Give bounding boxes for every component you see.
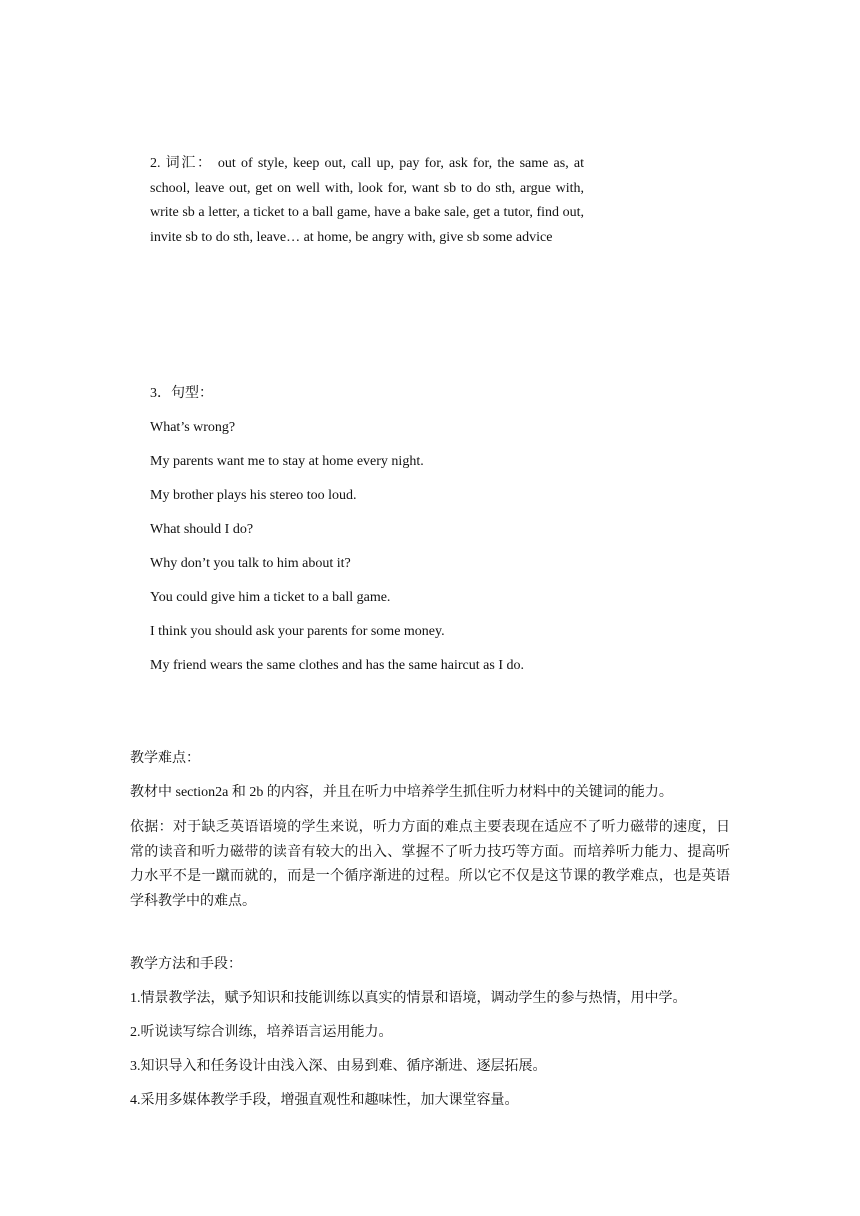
sentence-item: I think you should ask your parents for some money. bbox=[150, 624, 445, 639]
method-item: 3.知识导入和任务设计由浅入深、由易到难、循序渐进、逐层拓展。 bbox=[130, 1059, 547, 1074]
teaching-difficulties-section bbox=[130, 742, 730, 914]
sentence-item: Why don’t you talk to him about it? bbox=[150, 556, 351, 571]
sentence-item: You could give him a ticket to a ball game. bbox=[150, 590, 391, 605]
sentence-item: What’s wrong? bbox=[150, 420, 236, 435]
method-item: 4.采用多媒体教学手段，增强直观性和趣味性，加大课堂容量。 bbox=[130, 1093, 519, 1108]
vocabulary-text: 2. 词汇： out of style, keep out, call up, pay for, ask for, the same as, at school, leave out, get on well with, look for, want sb to do sth, argue with, write sb a letter, a ticket to a ball game, have a bake sale, get a tutor, find out, invite sb to do sth, leave… at home, be angry with, give sb some advice bbox=[150, 156, 584, 245]
method-item: 1.情景教学法，赋予知识和技能训练以真实的情景和语境，调动学生的参与热情，用中学。 bbox=[130, 991, 687, 1006]
method-item: 2.听说读写综合训练，培养语言运用能力。 bbox=[130, 1025, 393, 1040]
sentence-item: My friend wears the same clothes and has the same haircut as I do. bbox=[150, 658, 524, 673]
methods-heading: 教学方法和手段： bbox=[130, 957, 242, 972]
difficulties-heading: 教学难点： bbox=[130, 751, 200, 766]
sentence-patterns-block bbox=[150, 377, 710, 683]
sentence-item: My brother plays his stereo too loud. bbox=[150, 488, 357, 503]
sentence-item: What should I do? bbox=[150, 522, 254, 537]
vocabulary-block bbox=[150, 152, 584, 250]
difficulties-paragraph: 依据：对于缺乏英语语境的学生来说，听力方面的难点主要表现在适应不了听力磁带的速度，日常的读音和听力磁带的读音有较大的出入、掌握不了听力技巧等方面。而培养听力能力、提高听力水平不是一蹴而就的，而是一个循序渐进的过程。所以它不仅是这节课的教学难点，也是英语学科教学中的难点。 bbox=[130, 820, 730, 909]
sentence-item: My parents want me to stay at home every night. bbox=[150, 454, 424, 469]
difficulties-line: 教材中 section2a 和 2b 的内容，并且在听力中培养学生抓住听力材料中的关键词的能力。 bbox=[130, 785, 673, 800]
sentence-patterns-heading: 3．句型： bbox=[150, 386, 213, 401]
teaching-methods-section bbox=[130, 948, 730, 1118]
